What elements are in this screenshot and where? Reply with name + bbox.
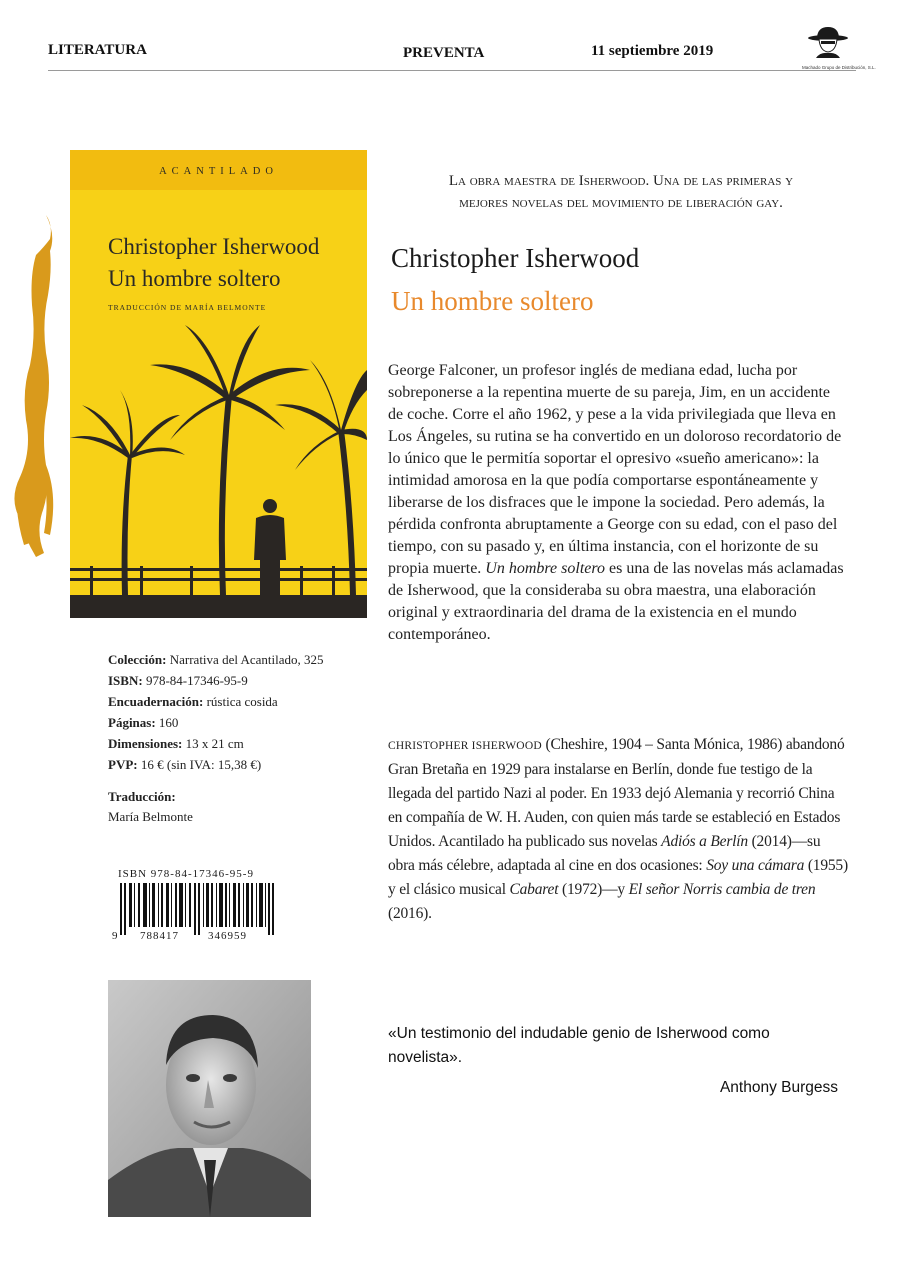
spec-collection: Colección: Narrativa del Acantilado, 325 xyxy=(108,652,324,667)
book-title: Un hombre soltero xyxy=(391,286,594,316)
palm-trees-illustration xyxy=(70,320,367,618)
spec-translation-value: María Belmonte xyxy=(108,809,193,824)
barcode-digit-first: 9 xyxy=(112,930,118,942)
spec-price: PVP: 16 € (sin IVA: 15,38 €) xyxy=(108,757,262,772)
tagline xyxy=(386,170,856,214)
spec-translation-label: Traducción: xyxy=(108,789,176,804)
date-label: 11 septiembre 2019 xyxy=(591,43,714,59)
barcode-digits-right: 346959 xyxy=(208,930,247,942)
spec-isbn: ISBN: 978-84-17346-95-9 xyxy=(108,673,248,688)
diving-figure-icon xyxy=(6,215,66,560)
barcode-bars xyxy=(120,883,282,935)
logo-caption: Machado Grupo de Distribución, S.L. xyxy=(802,65,876,70)
cover-title: Un hombre soltero xyxy=(108,266,281,291)
book-cover xyxy=(70,150,367,618)
spec-binding: Encuadernación: rústica cosida xyxy=(108,694,278,709)
spec-dimensions: Dimensiones: 13 x 21 cm xyxy=(108,736,244,751)
bio-author-name: CHRISTOPHER ISHERWOOD xyxy=(388,740,542,752)
tagline-line-1: La obra maestra de Isherwood. Una de las primeras y xyxy=(448,173,794,189)
author-photo xyxy=(108,980,311,1217)
spec-pages: Páginas: 160 xyxy=(108,715,179,730)
quote-author: Anthony Burgess xyxy=(719,1079,838,1096)
book-author: Christopher Isherwood xyxy=(391,243,640,273)
isbn-barcode xyxy=(112,868,287,948)
status-label: PREVENTA xyxy=(403,45,485,61)
cover-publisher: ACANTILADO xyxy=(159,166,278,177)
synopsis: George Falconer, un profesor inglés de mediana edad, lucha por sobreponerse a la repentina muerte de su pareja, Jim, en un accidente de coche. Corre el año 1962, y pese a la vida privilegiada que lleva en Los Ángeles, su rutina se ha convertido en un doloroso recordatorio de lo único que le permitía soportar el opresivo «sueño americano»: la intimidad amorosa en la que podía comportarse espontáneamente y liberarse de los disfraces que le impone la sociedad. Pero además, la pérdida confronta abruptamente a George con su edad, con el paso del tiempo, con su pasado y, en última instancia, con el horizonte de su propia muerte. Un hombre soltero es una de las novelas más aclamadas de Isherwood, que la consideraba su obra maestra, una elaboración original y extraordinaria del drama de la existencia en el mundo contemporáneo. xyxy=(388,362,844,643)
header-divider xyxy=(48,70,856,71)
section-label: LITERATURA xyxy=(48,42,147,58)
distributor-logo xyxy=(802,24,876,70)
cover-translation: TRADUCCIÓN DE MARÍA BELMONTE xyxy=(108,303,267,312)
review-quote: «Un testimonio del indudable genio de Isherwood como novelista». xyxy=(388,1025,770,1066)
cover-author: Christopher Isherwood xyxy=(108,234,320,259)
author-bio: CHRISTOPHER ISHERWOOD (Cheshire, 1904 – Santa Mónica, 1986) abandonó Gran Bretaña en 1929 para instalarse en Berlín, donde fue testigo de la llegada del partido Nazi al poder. En 1933 dejó Alemania y recorrió China en compañía de W. H. Auden, con quien más tarde se estableció en Estados Unidos. Acantilado ha publicado sus novelas Adiós a Berlín (2014)—su obra más célebre, adaptada al cine en dos ocasiones: Soy una cámara (1955) y el clásico musical Cabaret (1972)—y El señor Norris cambia de tren (2016). xyxy=(388,736,848,922)
synopsis-italic-title: Un hombre soltero xyxy=(485,560,605,577)
barcode-digits-left: 788417 xyxy=(140,930,179,942)
man-with-hat-logo-icon xyxy=(802,24,856,60)
tagline-line-2: mejores novelas del movimiento de liberación gay. xyxy=(459,195,783,211)
barcode-isbn-text: ISBN 978-84-17346-95-9 xyxy=(118,868,254,880)
